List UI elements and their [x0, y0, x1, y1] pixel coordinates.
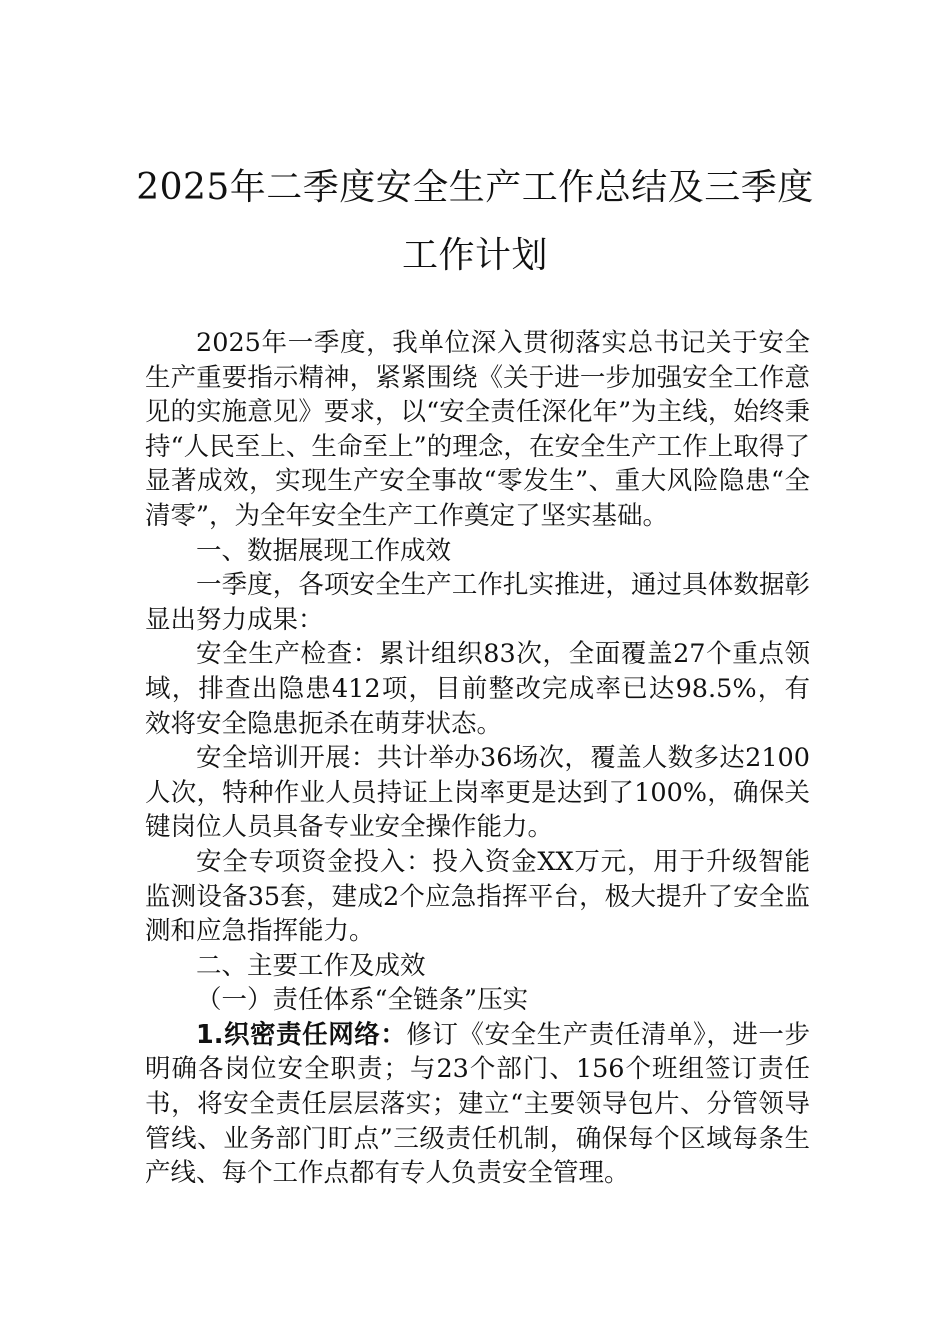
paragraph-results-intro: 一季度，各项安全生产工作扎实推进，通过具体数据彰显出努力成果： [145, 570, 810, 635]
section-heading-2: 二、主要工作及成效 [196, 950, 426, 981]
document-title-line2: 工作计划 [401, 235, 548, 276]
section-heading-1: 一、数据展现工作成效 [196, 535, 452, 566]
subsection-heading-1: （一）责任体系“全链条”压实 [196, 985, 529, 1016]
paragraph-body-text: 修订《安全生产责任清单》，进一步明确各岗位安全职责；与23个部门、156个班组签订责任书，将安全责任层层落实；建立“主要领导包片、分管领导管线、业务部门盯点”三级责任机制，确保每个区域每条生产线、每个工作点都有专人负责安全管理。 [145, 1019, 810, 1189]
paragraph-inspections: 安全生产检查：累计组织83次，全面覆盖27个重点领域，排查出隐患412项，目前整改完成率已达98.5%，有效将安全隐患扼杀在萌芽状态。 [145, 639, 810, 739]
paragraph-funding: 安全专项资金投入：投入资金XX万元，用于升级智能监测设备35套，建成2个应急指挥平台，极大提升了安全监测和应急指挥能力。 [145, 846, 810, 947]
document-title-line1: 2025年二季度安全生产工作总结及三季度 [136, 167, 814, 208]
intro-paragraph: 2025年一季度，我单位深入贯彻落实总书记关于安全生产重要指示精神，紧紧围绕《关于进一步加强安全工作意见的实施意见》要求，以“安全责任深化年”为主线，始终秉持“人民至上、生命至上”的理念，在安全生产工作上取得了显著成效，实现生产安全事故“零发生”、重大风险隐患“全清零”，为全年安全生产工作奠定了坚实基础。 [145, 328, 810, 531]
paragraph-lead-bold: 1.织密责任网络： [196, 1019, 407, 1050]
document-body [145, 326, 810, 1191]
paragraph-training: 安全培训开展：共计举办36场次，覆盖人数多达2100人次，特种作业人员持证上岗率更是达到了100%，确保关键岗位人员具备专业安全操作能力。 [145, 743, 810, 843]
paragraph-responsibility-network [145, 1018, 810, 1191]
